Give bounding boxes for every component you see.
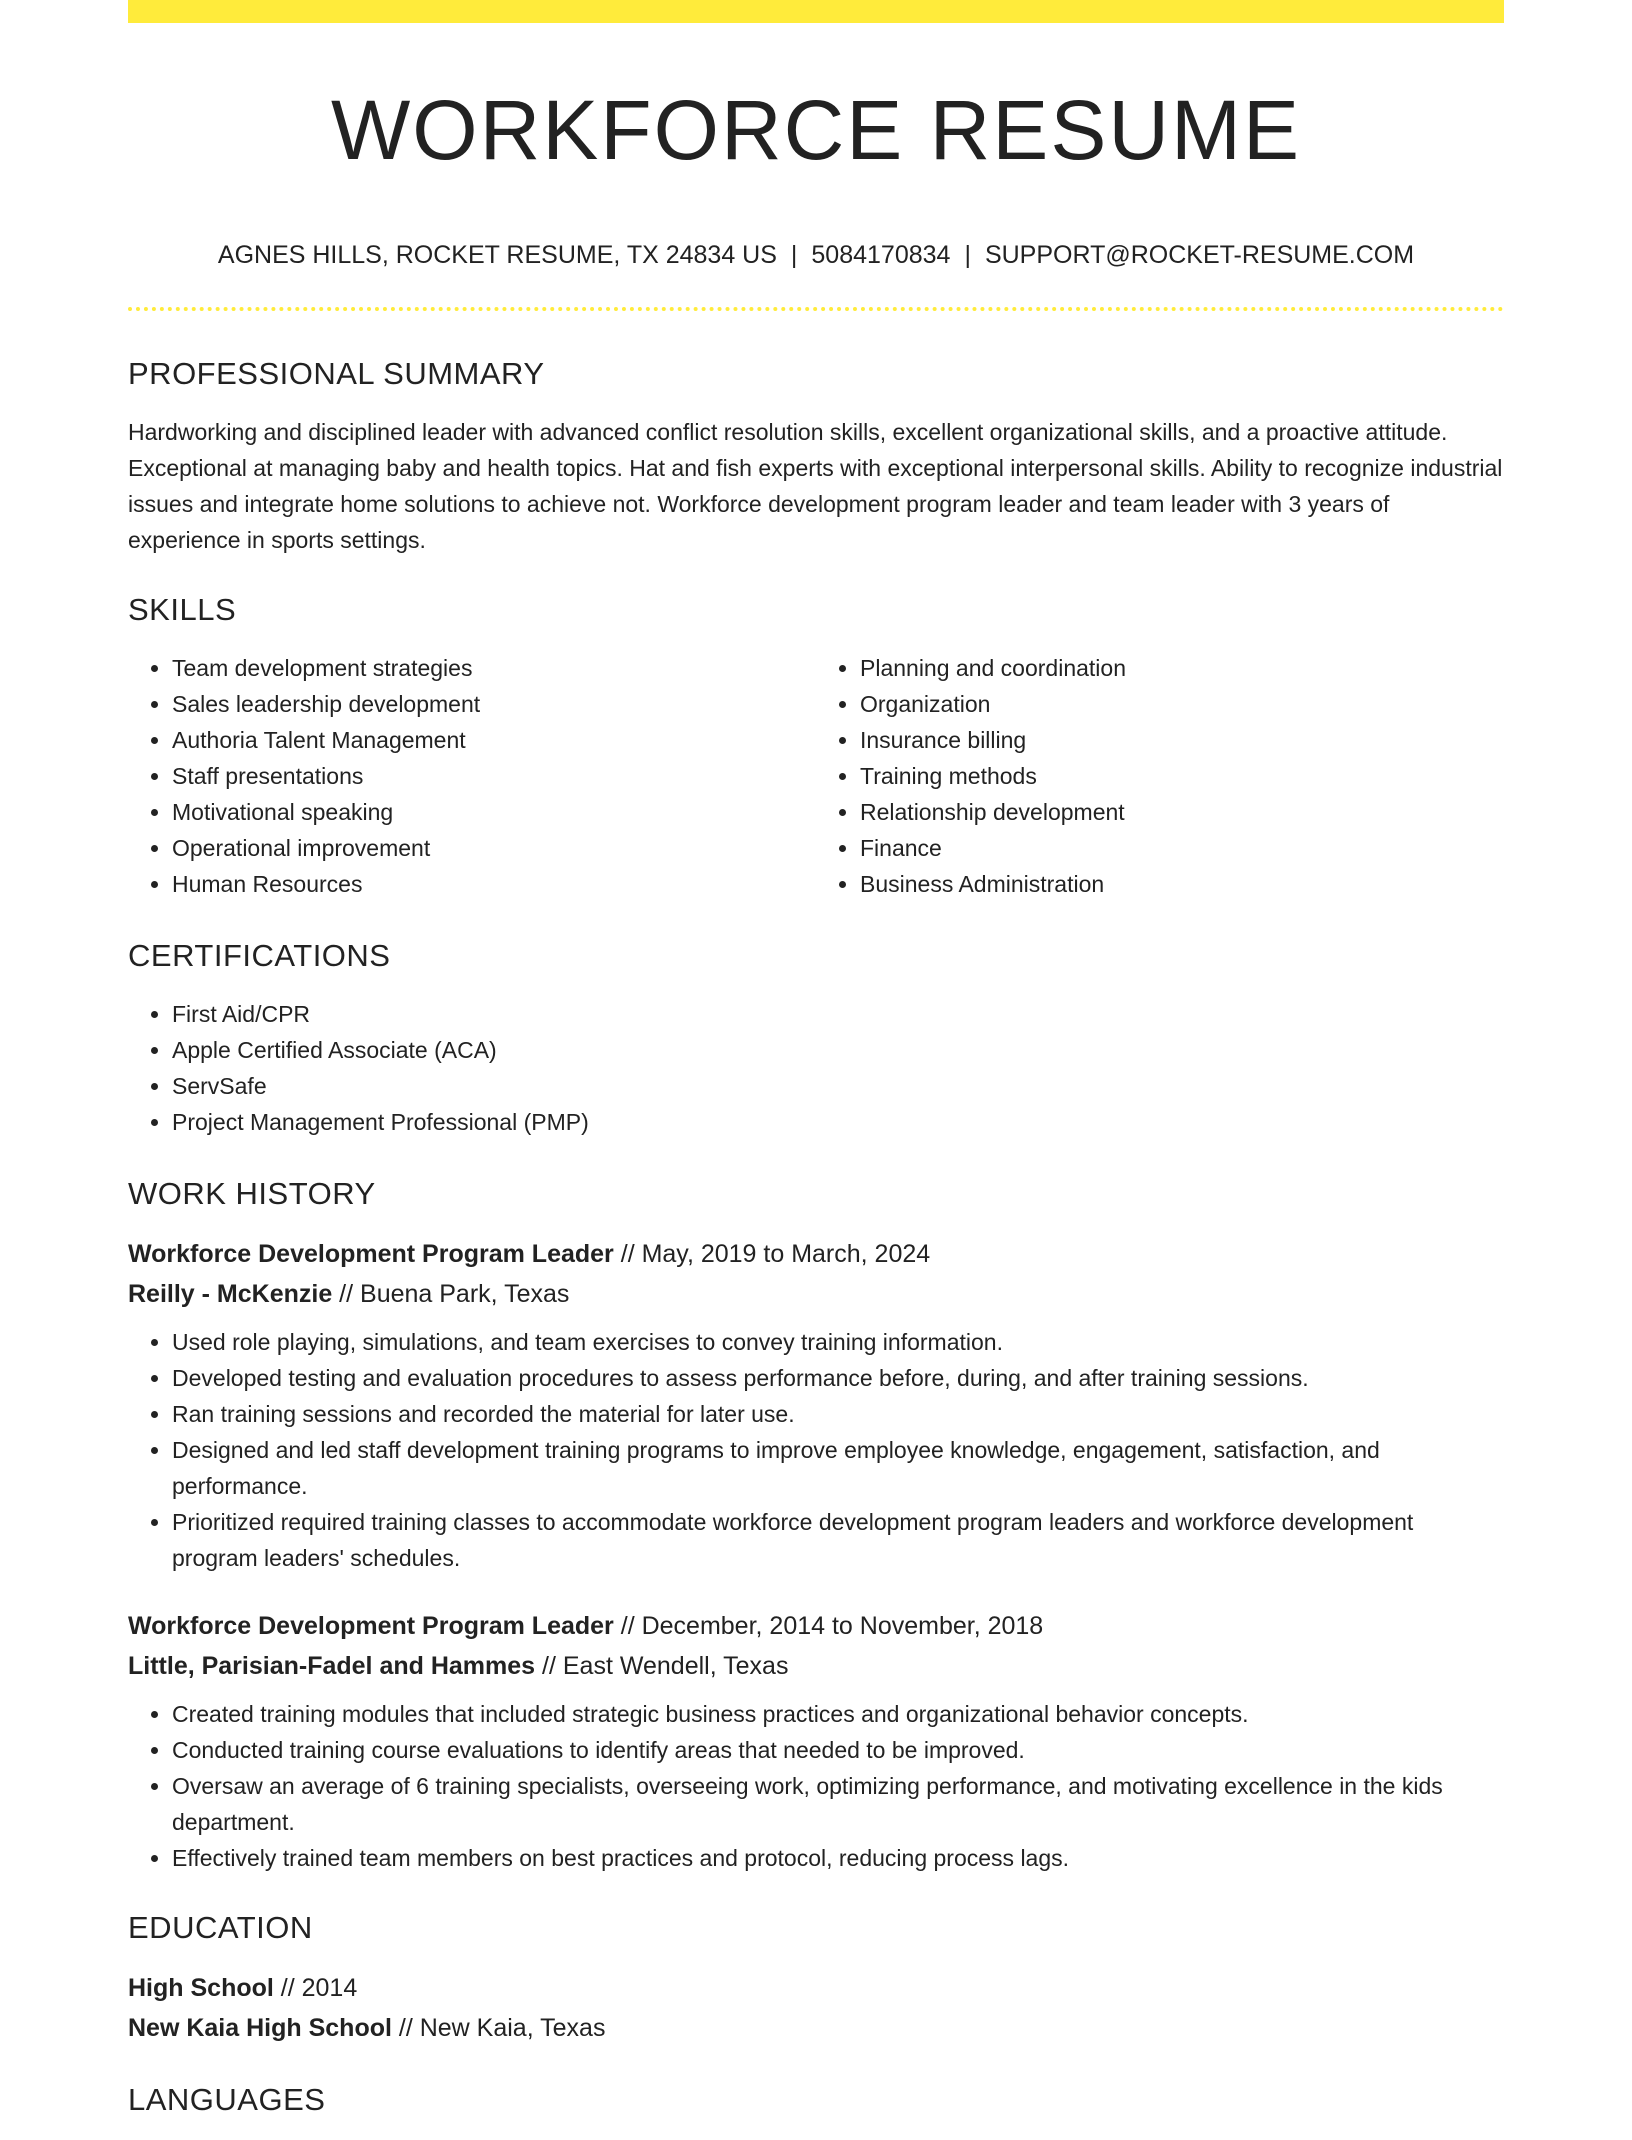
skill-item: • Authoria Talent Management — [172, 722, 816, 758]
work-history-section — [128, 1172, 1504, 1876]
job-company-line — [128, 1274, 1504, 1314]
skill-item: • Training methods — [860, 758, 1504, 794]
job-bullet: • Created training modules that included strategic business practices and organizational behavior concepts. — [172, 1696, 1504, 1732]
education-school: New Kaia High School — [128, 2014, 392, 2042]
job-title: Workforce Development Program Leader — [128, 1240, 614, 1268]
job-bullet: • Designed and led staff development training programs to improve employee knowledge, engagement, satisfaction, and performance. — [172, 1432, 1504, 1504]
education-location: // New Kaia, Texas — [391, 2014, 606, 2042]
job-company: Reilly - McKenzie — [128, 1280, 333, 1308]
job-bullet: • Effectively trained team members on best practices and protocol, reducing process lags. — [172, 1840, 1504, 1876]
job-dates: // December, 2014 to November, 2018 — [613, 1612, 1044, 1640]
skill-item: • Finance — [860, 830, 1504, 866]
education-section — [128, 1906, 1504, 2048]
contact-address: AGNES HILLS, ROCKET RESUME, TX 24834 US — [217, 241, 777, 269]
resume-title: WORKFORCE RESUME — [330, 83, 1302, 177]
skills-section — [128, 588, 1504, 902]
job-bullets — [128, 1696, 1504, 1876]
skill-item: • Operational improvement — [172, 830, 816, 866]
job-location: // Buena Park, Texas — [332, 1280, 570, 1308]
skill-item: • Human Resources — [172, 866, 816, 902]
skills-list-right — [816, 650, 1504, 902]
job-bullet: • Ran training sessions and recorded the material for later use. — [172, 1396, 1504, 1432]
job-bullet: • Oversaw an average of 6 training specialists, overseeing work, optimizing performance, and motivating excellence in the kids department. — [172, 1768, 1504, 1840]
job-title-line — [128, 1606, 1504, 1646]
job-bullet: • Prioritized required training classes to accommodate workforce development program leaders and workforce development program leaders' schedules. — [172, 1504, 1504, 1576]
summary-section — [128, 352, 1504, 558]
job-location: // East Wendell, Texas — [535, 1652, 789, 1680]
resume-sections — [128, 352, 1504, 2140]
skill-item: • Staff presentations — [172, 758, 816, 794]
education-degree: High School — [128, 1974, 274, 2002]
job-entry — [128, 1234, 1504, 1576]
skills-list-left — [128, 650, 816, 902]
certifications-section — [128, 934, 1504, 1140]
job-title-line — [128, 1234, 1504, 1274]
skill-item: • Organization — [860, 686, 1504, 722]
education-year: // 2014 — [273, 1974, 358, 2002]
skill-item: • Business Administration — [860, 866, 1504, 902]
job-bullet: • Conducted training course evaluations to identify areas that needed to be improved. — [172, 1732, 1504, 1768]
education-heading: EDUCATION — [128, 1910, 313, 1945]
skill-item: • Planning and coordination — [860, 650, 1504, 686]
accent-top-bar — [128, 0, 1504, 23]
certification-item: • ServSafe — [172, 1068, 1504, 1104]
certification-item: • First Aid/CPR — [172, 996, 1504, 1032]
job-title: Workforce Development Program Leader — [128, 1612, 614, 1640]
job-bullet: • Developed testing and evaluation procedures to assess performance before, during, and after training sessions. — [172, 1360, 1504, 1396]
skill-item: • Motivational speaking — [172, 794, 816, 830]
summary-heading: PROFESSIONAL SUMMARY — [128, 356, 545, 391]
certification-item: • Project Management Professional (PMP) — [172, 1104, 1504, 1140]
job-bullet: • Used role playing, simulations, and team exercises to convey training information. — [172, 1324, 1504, 1360]
dotted-divider — [128, 307, 1504, 311]
contact-phone: 5084170834 — [811, 241, 951, 269]
certification-item: • Apple Certified Associate (ACA) — [172, 1032, 1504, 1068]
education-school-line — [128, 2008, 1504, 2048]
work-history-heading: WORK HISTORY — [128, 1176, 376, 1211]
certifications-list — [128, 996, 1504, 1140]
summary-text: Hardworking and disciplined leader with advanced conflict resolution skills, excellent organizational skills, and a proactive attitude. Exceptional at managing baby and health topics. Hat and fish experts with exceptional interpersonal skills. Ability to recognize industrial issues and integrate home solutions to achieve not. Workforce development program leader and team leader with 3 years of experience in sports settings. — [128, 419, 1503, 553]
job-company: Little, Parisian-Fadel and Hammes — [128, 1652, 536, 1680]
contact-email: SUPPORT@ROCKET-RESUME.COM — [984, 241, 1415, 269]
job-entry — [128, 1606, 1504, 1876]
skills-columns — [128, 650, 1504, 902]
skill-item: • Insurance billing — [860, 722, 1504, 758]
contact-separator: | — [790, 241, 798, 269]
languages-heading: LANGUAGES — [128, 2082, 326, 2117]
skills-heading: SKILLS — [128, 592, 237, 627]
skill-item: • Sales leadership development — [172, 686, 816, 722]
contact-separator: | — [964, 241, 971, 269]
certifications-heading: CERTIFICATIONS — [128, 938, 391, 973]
job-dates: // May, 2019 to March, 2024 — [613, 1240, 931, 1268]
skill-item: • Team development strategies — [172, 650, 816, 686]
job-bullets — [128, 1324, 1504, 1576]
education-degree-line — [128, 1968, 1504, 2008]
languages-section — [128, 2078, 1504, 2122]
contact-line — [128, 238, 1504, 272]
job-company-line — [128, 1646, 1504, 1686]
skill-item: • Relationship development — [860, 794, 1504, 830]
